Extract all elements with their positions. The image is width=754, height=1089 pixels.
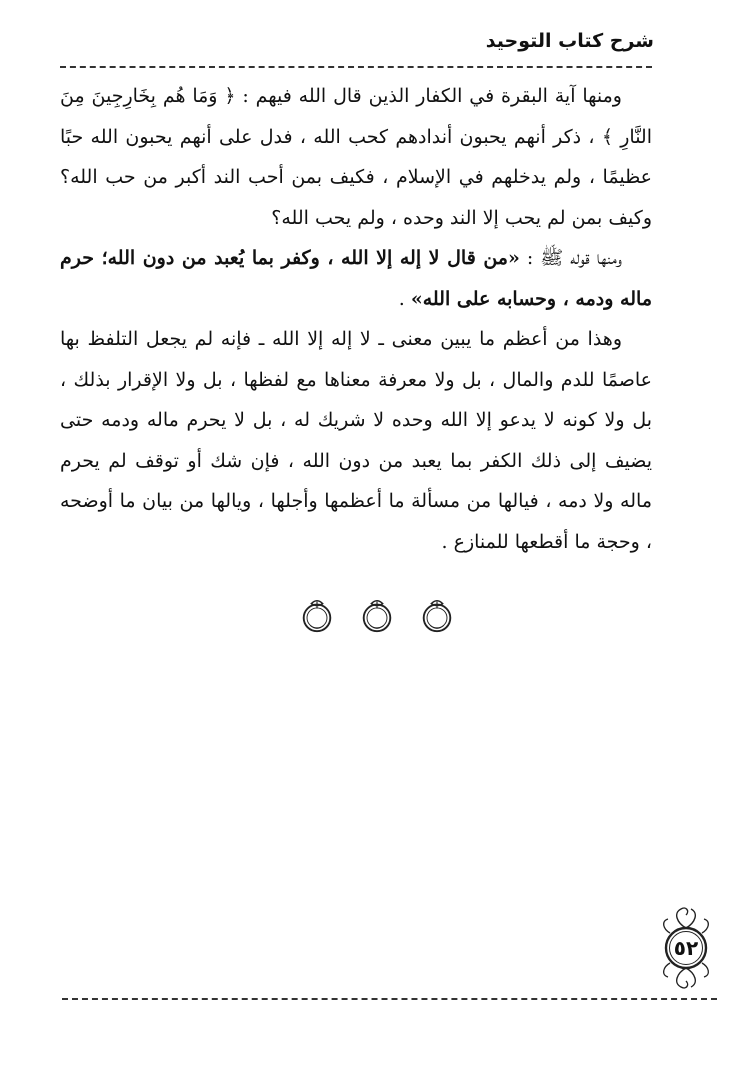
ornament-icon [358,597,396,635]
page-number: ٥٢ [673,936,699,960]
footer-divider [62,998,717,1000]
header-divider [60,66,652,68]
ornament-icon [298,597,336,635]
paragraph-2-intro: ومنها قوله ﷺ : [519,247,622,269]
section-end-ornaments [0,597,754,635]
paragraph-2-end: . [398,287,411,310]
paragraph-2 [60,238,652,319]
ornament-icon [418,597,456,635]
page-header-title: شرح كتاب التوحيد [485,30,654,52]
paragraph-3-text: وهذا من أعظم ما يبين معنى ـ لا إله إلا الله ـ فإنه لم يجعل التلفظ بها عاصمًا للدم والمال ، بل ولا معرفة معناها مع لفظها ، بل ولا الإقرار بذلك ، بل ولا كونه لا يدعو إلا الله وحده لا شريك له ، بل لا يحرم ماله ودمه حتى يضيف إلى ذلك الكفر بما يعبد من دون الله ، فإن شك أو توقف لم يحرم ماله ولا دمه ، فيالها من مسألة ما أعظمها وأجلها ، ويالها من بيان ما أوضحه ، وحجة ما أقطعها للمنازع . [60,328,652,553]
hadith-quote: «من قال لا إله إلا الله ، وكفر بما يُعبد من دون الله؛ حرم ماله ودمه ، وحسابه على الله» [60,247,652,310]
paragraph-1 [60,76,652,238]
body-text [60,76,652,562]
paragraph-3 [60,319,652,562]
paragraph-1-text: ومنها آية البقرة في الكفار الذين قال الله فيهم : ﴿ وَمَا هُم بِخَارِجِينَ مِنَ النَّارِ ﴾ ، ذكر أنهم يحبون أندادهم كحب الله ، فدل على أنهم يحبون الله حبًا عظيمًا ، ولم يدخلهم في الإسلام ، فكيف بمن أحب الند أكبر من حب الله؟ وكيف بمن لم يحب إلا الند وحده ، ولم يحب الله؟ [60,85,652,229]
